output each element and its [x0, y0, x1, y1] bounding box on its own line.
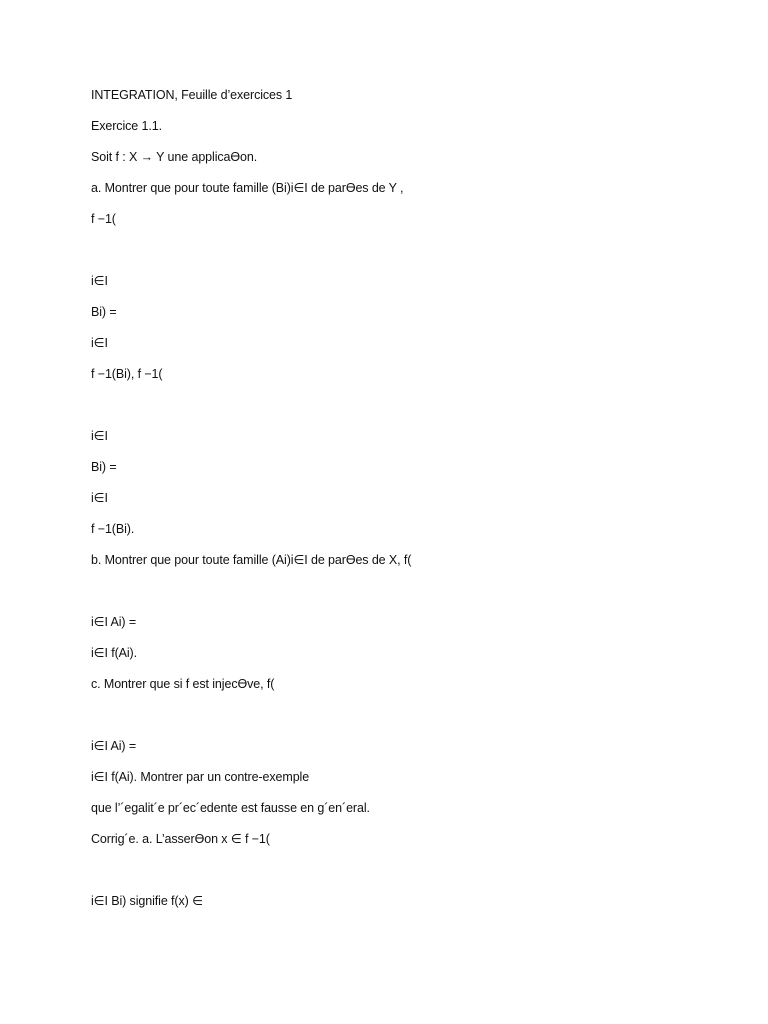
text-line: i∈I Ai) = [91, 739, 137, 753]
text-line: f −1(Bi), f −1( [91, 367, 163, 381]
exercise-heading: Exercice 1.1. [91, 119, 162, 133]
text-line: que l’´egalit´e pr´ec´edente est fausse en g´en´eral. [91, 801, 370, 815]
text-line: i∈I [91, 491, 108, 505]
text-line: a. Montrer que pour toute famille (Bi)i∈I de parƟes de Y , [91, 181, 404, 195]
correction-line: Corrig´e. a. L’asserƟon x ∈ f −1( [91, 832, 270, 846]
text-line: b. Montrer que pour toute famille (Ai)i∈I de parƟes de X, f( [91, 553, 412, 567]
text-line: Soit f : X → Y une applicaƟon. [91, 150, 258, 164]
text-line: i∈I [91, 429, 108, 443]
text-line: f −1(Bi). [91, 522, 135, 536]
text-line: i∈I Bi) signifie f(x) ∈ [91, 894, 203, 908]
text-line: i∈I Ai) = [91, 615, 137, 629]
text-line: i∈I f(Ai). Montrer par un contre-exemple [91, 770, 310, 784]
text-line: i∈I [91, 274, 108, 288]
document-title: INTEGRATION, Feuille d’exercices 1 [91, 88, 293, 102]
text-line: f −1( [91, 212, 116, 226]
text-line: Bi) = [91, 460, 117, 474]
text-line: Bi) = [91, 305, 117, 319]
text-line: i∈I [91, 336, 108, 350]
text-line: i∈I f(Ai). [91, 646, 137, 660]
text-line: c. Montrer que si f est injecƟve, f( [91, 677, 275, 691]
